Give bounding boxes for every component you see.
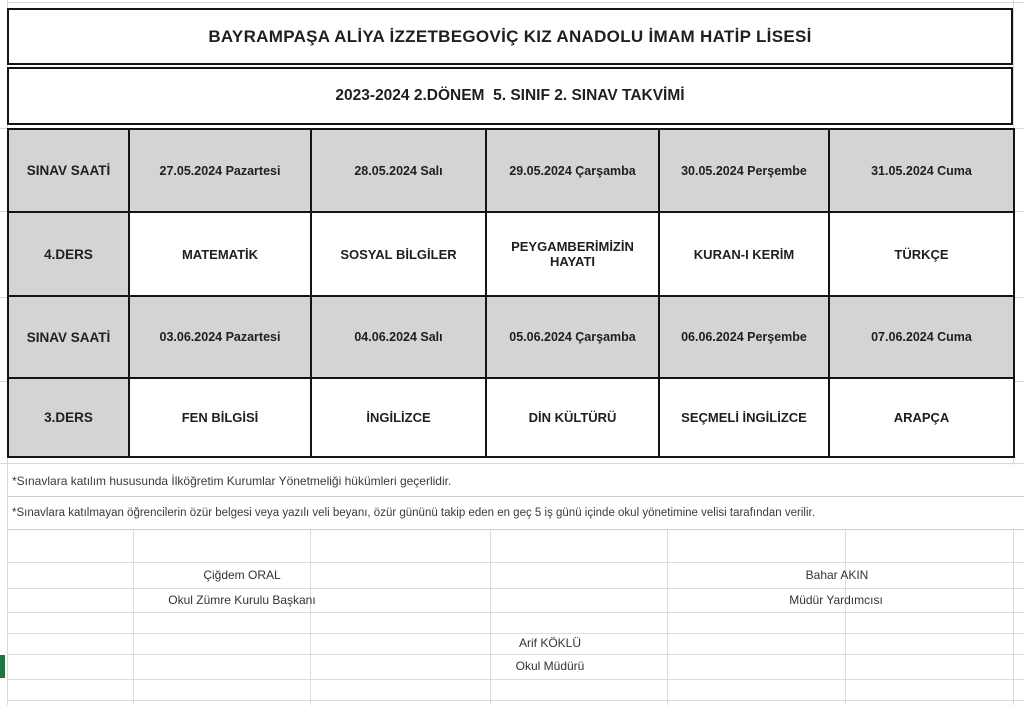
- date-cell[interactable]: 31.05.2024 Cuma: [829, 129, 1014, 212]
- gridline: [0, 463, 1024, 464]
- footnote-row[interactable]: [7, 497, 1024, 530]
- course-cell[interactable]: KURAN-I KERİM: [659, 212, 829, 296]
- signature-title: Okul Müdürü: [515, 659, 585, 673]
- lesson-label-cell[interactable]: 4.DERS: [8, 212, 129, 296]
- gridline: [7, 654, 1024, 655]
- footnote-row[interactable]: [7, 465, 1024, 497]
- course-cell[interactable]: ARAPÇA: [829, 378, 1014, 457]
- date-cell[interactable]: 03.06.2024 Pazartesi: [129, 296, 311, 378]
- footnote-text: *Sınavlara katılmayan öğrencilerin özür belgesi veya yazılı veli beyanı, özür gününü takip eden en geç 5 iş günü içinde okul yönetimine velisi tarafından verilir.: [12, 507, 815, 519]
- date-cell[interactable]: 28.05.2024 Salı: [311, 129, 486, 212]
- date-cell[interactable]: 07.06.2024 Cuma: [829, 296, 1014, 378]
- gridline: [7, 562, 1024, 563]
- lesson-label-cell[interactable]: 3.DERS: [8, 378, 129, 457]
- time-label-cell[interactable]: SINAV SAATİ: [8, 129, 129, 212]
- date-cell[interactable]: 05.06.2024 Çarşamba: [486, 296, 659, 378]
- course-cell[interactable]: SEÇMELİ İNGİLİZCE: [659, 378, 829, 457]
- gridline: [7, 633, 1024, 634]
- table-row: [8, 129, 1014, 212]
- signature-name: Bahar AKIN: [805, 568, 869, 582]
- footnote-text: *Sınavlara katılım hususunda İlköğretim Kurumlar Yönetmeliği hükümleri geçerlidir.: [12, 473, 452, 488]
- table-row: [8, 212, 1014, 296]
- selected-cell-indicator: [0, 655, 5, 678]
- schedule-title: 2023-2024 2.DÖNEM 5. SINIF 2. SINAV TAKVİMİ: [335, 87, 685, 104]
- date-cell[interactable]: 29.05.2024 Çarşamba: [486, 129, 659, 212]
- signature-title: Okul Zümre Kurulu Başkanı: [168, 593, 316, 607]
- date-cell[interactable]: 27.05.2024 Pazartesi: [129, 129, 311, 212]
- schedule-title-cell[interactable]: [7, 67, 1013, 125]
- table-row: [8, 296, 1014, 378]
- school-title: BAYRAMPAŞA ALİYA İZZETBEGOVİÇ KIZ ANADOLU İMAM HATİP LİSESİ: [208, 26, 812, 46]
- course-cell[interactable]: MATEMATİK: [129, 212, 311, 296]
- worksheet-grid[interactable]: [7, 530, 1024, 705]
- gridline: [7, 700, 1024, 701]
- table-row: [8, 378, 1014, 457]
- course-cell[interactable]: FEN BİLGİSİ: [129, 378, 311, 457]
- gridline: [7, 588, 1024, 589]
- course-cell[interactable]: DİN KÜLTÜRÜ: [486, 378, 659, 457]
- time-label-cell[interactable]: SINAV SAATİ: [8, 296, 129, 378]
- gridline: [7, 679, 1024, 680]
- gridline: [7, 612, 1024, 613]
- signature-title: Müdür Yardımcısı: [789, 593, 883, 607]
- signature-name: Arif KÖKLÜ: [518, 636, 582, 650]
- signature-name: Çiğdem ORAL: [203, 568, 281, 582]
- school-title-cell[interactable]: [7, 8, 1013, 65]
- course-cell[interactable]: PEYGAMBERİMİZİN HAYATI: [486, 212, 659, 296]
- exam-schedule-table: [7, 128, 1015, 458]
- gridline: [7, 2, 1024, 3]
- date-cell[interactable]: 04.06.2024 Salı: [311, 296, 486, 378]
- course-cell[interactable]: İNGİLİZCE: [311, 378, 486, 457]
- course-cell[interactable]: TÜRKÇE: [829, 212, 1014, 296]
- course-cell[interactable]: SOSYAL BİLGİLER: [311, 212, 486, 296]
- date-cell[interactable]: 30.05.2024 Perşembe: [659, 129, 829, 212]
- date-cell[interactable]: 06.06.2024 Perşembe: [659, 296, 829, 378]
